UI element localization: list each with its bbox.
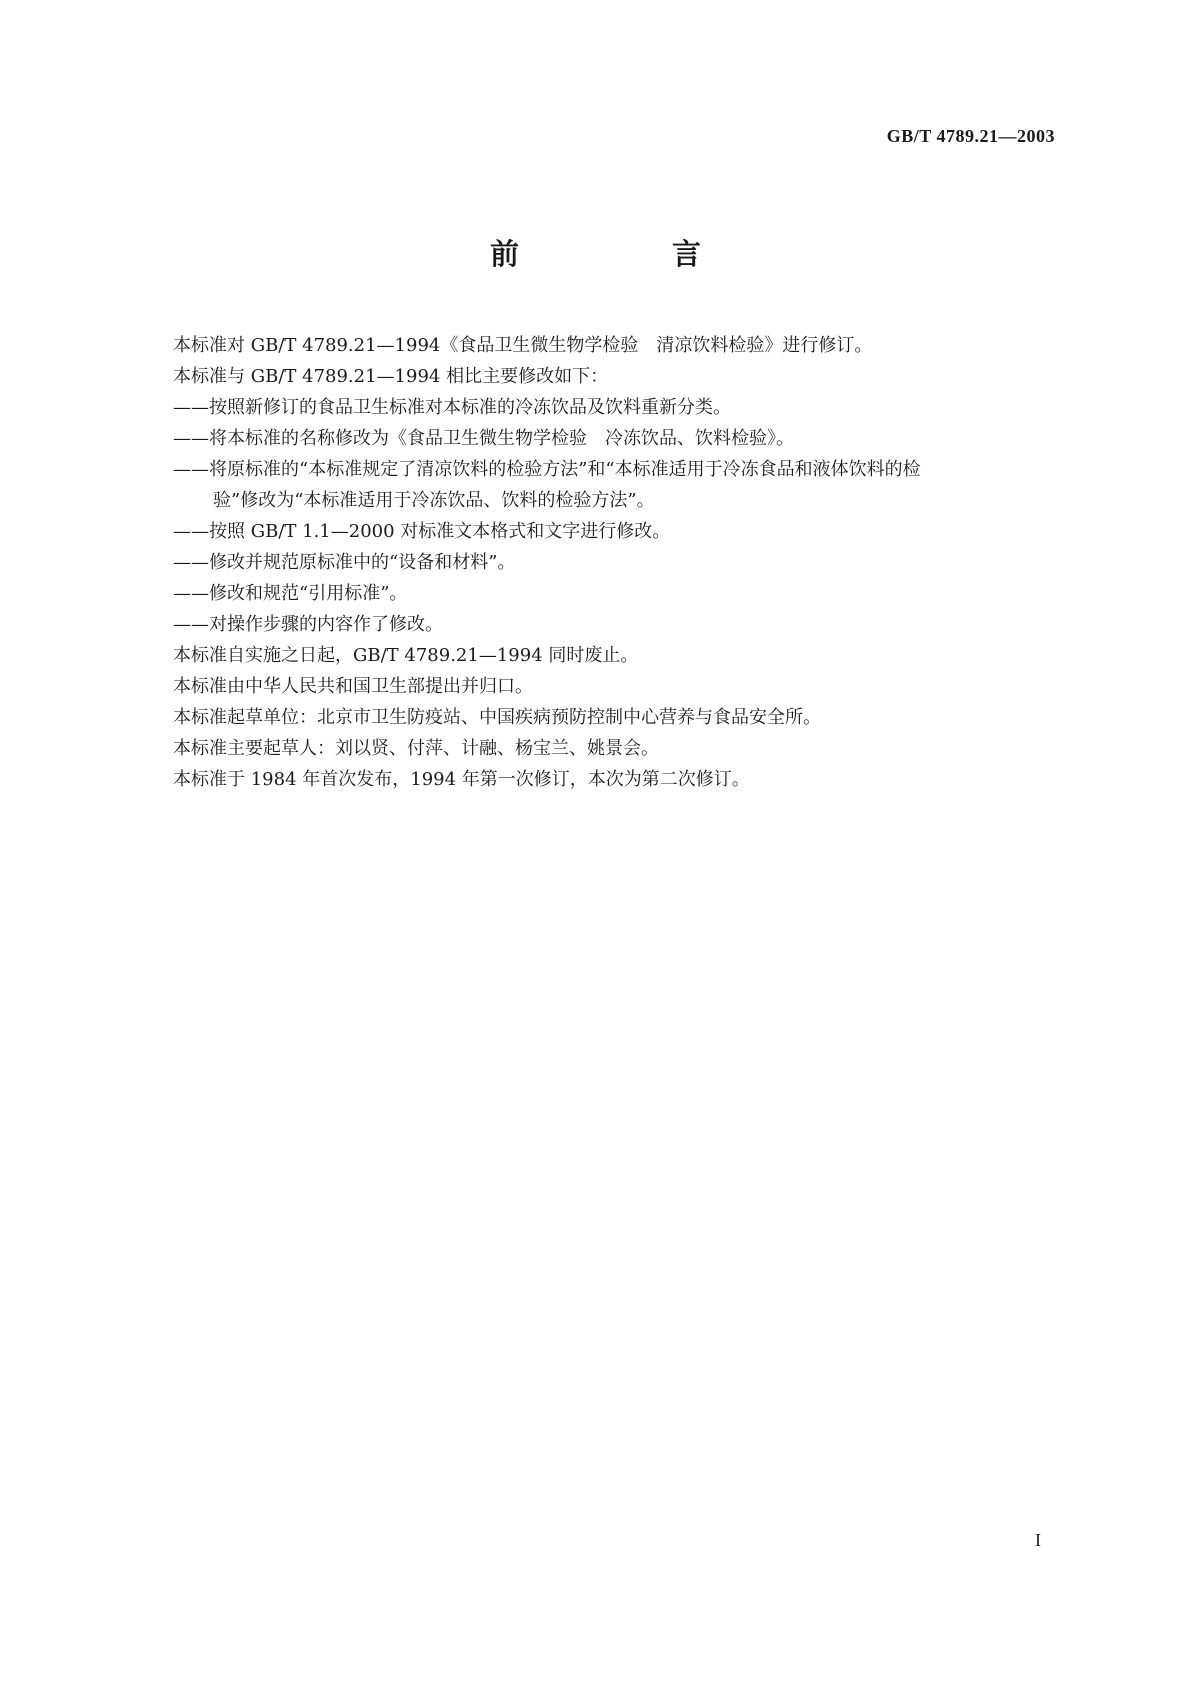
standard-number: GB/T 4789.21—2003	[886, 126, 1055, 146]
change-item-references: ——修改和规范“引用标准”。	[173, 583, 408, 604]
paragraph-revision: 本标准对 GB/T 4789.21—1994《食品卫生微生物学检验 清凉饮料检验》进行修订。	[173, 335, 873, 356]
change-item-rename: ——将本标准的名称修改为《食品卫生微生物学检验 冷冻饮品、饮料检验》。	[173, 428, 794, 449]
paragraph-supersedes: 本标准自实施之日起，GB/T 4789.21—1994 同时废止。	[173, 645, 639, 666]
paragraph-drafters: 本标准主要起草人：刘以贤、付萍、计融、杨宝兰、姚景会。	[173, 738, 659, 759]
paragraph-drafting-units: 本标准起草单位：北京市卫生防疫站、中国疾病预防控制中心营养与食品安全所。	[173, 707, 821, 728]
change-item-format: ——按照 GB/T 1.1—2000 对标准文本格式和文字进行修改。	[173, 521, 671, 542]
foreword-body	[173, 330, 1058, 795]
change-item-procedure: ——对操作步骤的内容作了修改。	[173, 614, 443, 635]
change-item-equipment: ——修改并规范原标准中的“设备和材料”。	[173, 552, 516, 573]
change-item-scope-continued: 验”修改为“本标准适用于冷冻饮品、饮料的检验方法”。	[213, 490, 655, 511]
paragraph-proposed-by: 本标准由中华人民共和国卫生部提出并归口。	[173, 676, 533, 697]
page-number: I	[1035, 1530, 1041, 1550]
change-item-reclassify: ——按照新修订的食品卫生标准对本标准的冷冻饮品及饮料重新分类。	[173, 397, 731, 418]
change-item-scope: ——将原标准的“本标准规定了清凉饮料的检验方法”和“本标准适用于冷冻食品和液体饮料的检	[173, 459, 921, 480]
paragraph-changes-intro: 本标准与 GB/T 4789.21—1994 相比主要修改如下：	[173, 366, 609, 387]
paragraph-history: 本标准于 1984 年首次发布，1994 年第一次修订，本次为第二次修订。	[173, 769, 750, 790]
page-title: 前 言	[489, 237, 763, 271]
